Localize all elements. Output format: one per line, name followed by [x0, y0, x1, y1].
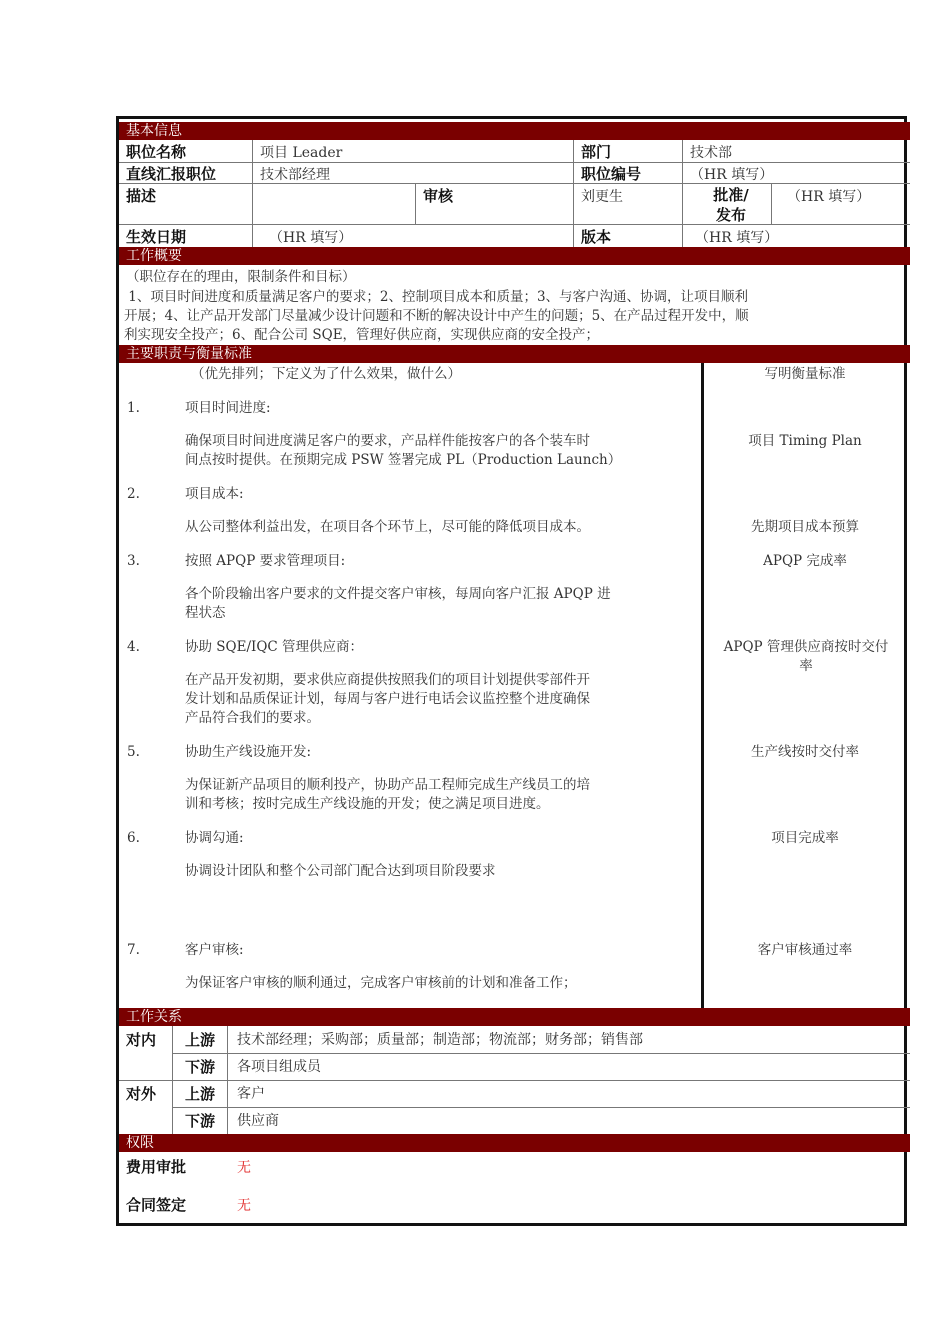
position-code-label: 职位编号: [581, 165, 642, 183]
section-header-authority: 权限: [119, 1134, 910, 1152]
duty-title: 客户审核:: [185, 942, 244, 958]
duty-desc-line: 间点按时提供。在预期完成 PSW 签署完成 PL（Production Launch）: [185, 452, 622, 468]
section-header-overview: 工作概要: [119, 247, 910, 265]
position-code-value: （HR 填写）: [690, 167, 774, 183]
duty-number: 1.: [127, 400, 140, 416]
duty-measure: 项目完成率: [771, 830, 839, 846]
expense-approval-label: 费用审批: [126, 1158, 187, 1176]
section-header-duties: 主要职责与衡量标准: [119, 345, 910, 363]
external-downstream-value: 供应商: [237, 1113, 279, 1129]
duty-desc-line: 确保项目时间进度满足客户的要求，产品样件能按客户的各个装车时: [185, 433, 590, 449]
duty-desc-line: 各个阶段输出客户要求的文件提交客户审核，每周向客户汇报 APQP 进: [185, 586, 611, 602]
position-name-label: 职位名称: [126, 143, 187, 161]
overview-line-2: 开展；4、让产品开发部门尽量减少设计问题和不断的解决设计中产生的问题；5、在产品过程开发中，顺: [124, 308, 749, 324]
downstream-label: 下游: [185, 1112, 216, 1130]
duty-number: 2.: [127, 486, 140, 502]
department-value: 技术部: [690, 145, 732, 161]
position-name-value: 项目 Leader: [260, 145, 343, 161]
department-label: 部门: [581, 143, 612, 161]
internal-upstream-value: 技术部经理；采购部；质量部；制造部；物流部；财务部；销售部: [237, 1032, 643, 1048]
upstream-label: 上游: [185, 1031, 216, 1049]
duty-desc-line: 从公司整体利益出发，在项目各个环节上，尽可能的降低项目成本。: [185, 519, 590, 535]
internal-label: 对内: [126, 1031, 157, 1049]
duties-right-header: 写明衡量标准: [764, 366, 846, 382]
duties-left-header: （优先排列；下定义为了什么效果，做什么）: [191, 366, 461, 382]
approve-label: [705, 185, 757, 225]
duty-desc-line: 协调设计团队和整个公司部门配合达到项目阶段要求: [185, 863, 496, 879]
duty-number: 7.: [127, 942, 140, 958]
duty-desc-line: 在产品开发初期，要求供应商提供按照我们的项目计划提供零部件开: [185, 672, 590, 688]
overview-line-3: 利实现安全投产；6、配合公司 SQE，管理好供应商，实现供应商的安全投产；: [124, 327, 600, 343]
contract-signing-label: 合同签定: [126, 1196, 187, 1214]
external-label: 对外: [126, 1085, 157, 1103]
duty-desc-line: 发计划和品质保证计划，每周与客户进行电话会议监控整个进度确保: [185, 691, 590, 707]
section-header-basic-info: 基本信息: [119, 122, 910, 140]
review-label: 审核: [423, 187, 454, 205]
expense-approval-value: 无: [237, 1160, 251, 1176]
duty-measure: 客户审核通过率: [757, 942, 853, 958]
description-label: 描述: [126, 187, 157, 205]
overview-line-1: 1、项目时间进度和质量满足客户的要求；2、控制项目成本和质量；3、与客户沟通、协调，让项目顺利: [124, 289, 749, 305]
internal-downstream-value: 各项目组成员: [237, 1059, 321, 1075]
duty-measure: 先期项目成本预算: [751, 519, 859, 535]
effective-date-value: （HR 填写）: [269, 230, 353, 246]
duty-number: 6.: [127, 830, 140, 846]
report-to-label: 直线汇报职位: [126, 165, 217, 183]
duty-measure: APQP 管理供应商按时交付: [723, 639, 889, 655]
duty-desc-line: 训和考核；按时完成生产线设施的开发；使之满足项目进度。: [185, 796, 550, 812]
downstream-label: 下游: [185, 1058, 216, 1076]
duty-measure: APQP 完成率: [763, 553, 847, 569]
review-value: 刘更生: [581, 189, 623, 205]
duty-title: 项目成本:: [185, 486, 244, 502]
version-value: （HR 填写）: [695, 230, 779, 246]
effective-date-label: 生效日期: [126, 228, 187, 246]
duty-number: 4.: [127, 639, 140, 655]
duty-title: 协助生产线设施开发:: [185, 744, 312, 760]
duty-title: 按照 APQP 要求管理项目:: [185, 553, 346, 569]
version-label: 版本: [581, 228, 612, 246]
section-header-relations: 工作关系: [119, 1008, 910, 1026]
overview-note: （职位存在的理由，限制条件和目标）: [126, 269, 356, 285]
duty-number: 5.: [127, 744, 140, 760]
job-description-form: [116, 116, 907, 1226]
duty-measure-cont: 率: [799, 658, 813, 674]
duty-desc-line: 为保证新产品项目的顺利投产，协助产品工程师完成生产线员工的培: [185, 777, 590, 793]
approve-value: （HR 填写）: [787, 189, 871, 205]
duty-desc-line: 产品符合我们的要求。: [185, 710, 320, 726]
duty-number: 3.: [127, 553, 140, 569]
contract-signing-value: 无: [237, 1198, 251, 1214]
duty-title: 项目时间进度:: [185, 400, 271, 416]
duty-desc-line: 为保证客户审核的顺利通过，完成客户审核前的计划和准备工作；: [185, 975, 577, 991]
duty-title: 协调勾通:: [185, 830, 244, 846]
duty-desc-line: 程状态: [185, 605, 226, 621]
duty-measure: 生产线按时交付率: [751, 744, 859, 760]
external-upstream-value: 客户: [237, 1086, 265, 1102]
duties-divider: [701, 363, 704, 1008]
approve-label-line1: 批准/: [713, 186, 749, 204]
upstream-label: 上游: [185, 1085, 216, 1103]
duty-title: 协助 SQE/IQC 管理供应商：: [185, 639, 364, 655]
approve-label-line2: 发布: [715, 206, 746, 224]
report-to-value: 技术部经理: [260, 167, 330, 183]
duty-measure: 项目 Timing Plan: [748, 433, 862, 449]
